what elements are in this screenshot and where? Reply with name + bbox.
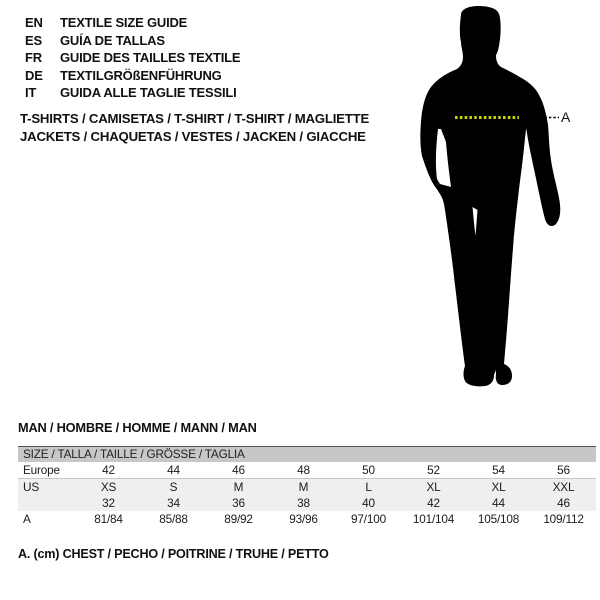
table-cell: 42	[427, 496, 440, 510]
measurement-footnote: A. (cm) CHEST / PECHO / POITRINE / TRUHE / PETTO	[18, 547, 329, 561]
language-title: TEXTILE SIZE GUIDE	[60, 15, 188, 30]
table-cell: L	[365, 480, 372, 494]
table-cell: 101/104	[412, 512, 455, 526]
table-row-europe	[18, 462, 596, 479]
section-title-man: MAN / HOMBRE / HOMME / MANN / MAN	[18, 420, 257, 435]
table-cell: 109/112	[543, 512, 584, 526]
table-cell: 48	[297, 463, 310, 477]
size-table-header: SIZE / TALLA / TAILLE / GRÖSSE / TAGLIA	[18, 447, 596, 462]
table-cell: 105/108	[477, 512, 520, 526]
table-cell: 97/100	[351, 512, 386, 526]
table-cell: 89/92	[224, 512, 253, 526]
table-cell: XS	[100, 480, 117, 494]
table-cell: 46	[232, 463, 245, 477]
table-cell: 42	[102, 463, 115, 477]
table-cell: 54	[492, 463, 505, 477]
language-code: IT	[25, 85, 37, 101]
table-cell: 50	[362, 463, 375, 477]
table-cell: 38	[297, 496, 310, 510]
table-cell: XXL	[552, 480, 575, 494]
table-cell: XL	[426, 480, 441, 494]
language-title: GUÍA DE TALLAS	[60, 32, 165, 48]
table-row-numeric	[18, 495, 596, 511]
row-label: Europe	[23, 463, 60, 477]
table-cell: 44	[492, 496, 505, 510]
table-cell: S	[169, 480, 178, 494]
language-code: FR	[25, 50, 42, 66]
table-cell: 34	[167, 496, 180, 510]
table-cell: 32	[102, 496, 115, 510]
table-cell: XL	[491, 480, 506, 494]
table-row-us	[18, 479, 596, 495]
language-title: GUIDE DES TAILLES TEXTILE	[60, 50, 241, 66]
table-cell: 40	[362, 496, 375, 510]
table-cell: 46	[557, 496, 570, 510]
table-cell: 85/88	[159, 512, 188, 526]
language-code: ES	[25, 32, 42, 48]
category-line-jackets: JACKETS / CHAQUETAS / VESTES / JACKEN / GIACCHE	[20, 128, 366, 144]
table-cell: 44	[167, 463, 180, 477]
table-cell: 81/84	[94, 512, 123, 526]
language-code: DE	[25, 67, 43, 83]
row-label: US	[23, 480, 39, 494]
language-title: GUIDA ALLE TAGLIE TESSILI	[60, 85, 237, 101]
man-silhouette	[420, 6, 528, 386]
table-cell: 56	[557, 463, 570, 477]
row-label	[18, 495, 76, 511]
table-row-chest-a	[18, 511, 596, 528]
measure-label-a: A	[561, 109, 571, 125]
category-line-tshirts: T-SHIRTS / CAMISETAS / T-SHIRT / T-SHIRT / MAGLIETTE	[20, 111, 370, 126]
table-cell: M	[233, 480, 244, 494]
table-cell: 36	[232, 496, 245, 510]
language-title: TEXTILGRÖßENFÜHRUNG	[60, 67, 222, 83]
row-label: A	[23, 512, 31, 526]
table-cell: 93/96	[289, 512, 318, 526]
size-table	[18, 446, 596, 528]
language-code: EN	[25, 15, 43, 30]
table-cell: M	[298, 480, 309, 494]
table-cell: 52	[427, 463, 440, 477]
